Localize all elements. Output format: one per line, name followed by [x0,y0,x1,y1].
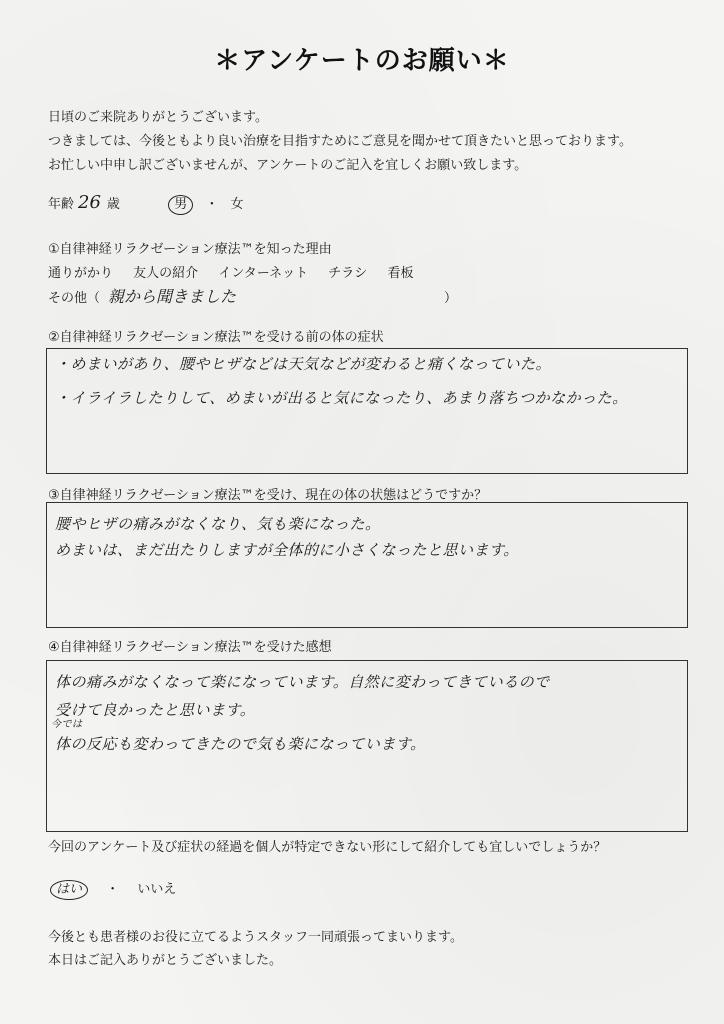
gender-male-circled: 男 [168,195,193,215]
q3-answer-box [46,502,688,628]
q2-answer-box [46,348,688,474]
answer-separator: ・ [106,882,120,897]
intro-line: つきましては、今後ともより良い治療を目指すためにご意見を聞かせて頂きたいと思っております。 [48,134,632,149]
q1-other-label: その他（ [48,291,101,306]
q4-answer-box [46,660,688,832]
share-permission-question: 今回のアンケート及び症状の経過を個人が特定できない形にして紹介しても宜しいでしょうか？ [48,840,607,855]
closing-line: 今後とも患者様のお役に立てるようスタッフ一同頑張ってまいります。 [48,930,463,945]
closing-text [48,926,463,972]
q4-insert-note: 今では [51,719,83,730]
gender-separator: ・ [205,197,219,212]
intro-line: 日頃のご来院ありがとうございます。 [48,110,268,125]
q1-option: 通りがかり [48,266,114,281]
page-title: ＊アンケートのお願い＊ [214,46,510,76]
q4-answer-line: 受けて良かったと思います。 [55,701,256,719]
q2-answer-line: ・めまいがあり、腰やヒザなどは天気などが変わると痛くなっていた。 [55,355,552,373]
q3-answer-line: めまいは、まだ出たりしますが全体的に小さくなったと思います。 [55,541,519,559]
q3-answer-line: 腰やヒザの痛みがなくなり、気も楽になった。 [55,515,381,533]
age-gender-row [48,192,244,215]
closing-line: 本日はご記入ありがとうございました。 [48,953,283,968]
q1-title: ①自律神経リラクゼーション療法™を知った理由 [48,242,332,257]
q3-title: ③自律神経リラクゼーション療法™を受け、現在の体の状態はどうですか？ [48,488,488,503]
q1-other-close: ） [444,291,458,306]
q1-option: 看板 [387,266,414,281]
q1-options [48,262,457,310]
answer-no: いいえ [137,882,177,897]
q1-option: インターネット [218,266,309,281]
age-unit: 歳 [106,197,120,212]
answer-yes-circled: はい [50,880,88,900]
intro-text [48,106,632,178]
age-label: 年齢 [48,197,75,212]
q1-option: 友人の紹介 [133,266,199,281]
q4-answer-line: 体の反応も変わってきたので気も楽になっています。 [55,735,426,753]
q1-other-answer: 親から聞きました [108,287,237,306]
age-value: 26 [78,192,101,213]
q2-answer-line: ・イライラしたりして、めまいが出ると気になったり、あまり落ちつかなかった。 [55,389,628,407]
q1-option: チラシ [328,266,368,281]
q2-title: ②自律神経リラクゼーション療法™を受ける前の体の症状 [48,330,384,345]
share-permission-answer [50,878,176,900]
q4-answer-line: 体の痛みがなくなって楽になっています。自然に変わってきているので [55,673,550,691]
gender-female: 女 [230,197,244,212]
q4-title: ④自律神経リラクゼーション療法™を受けた感想 [48,640,332,655]
intro-line: お忙しい中申し訳ございませんが、アンケートのご記入を宜しくお願い致します。 [48,158,528,173]
